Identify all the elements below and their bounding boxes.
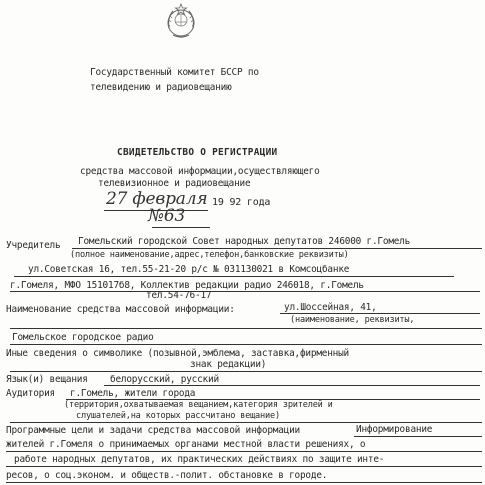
- founder-value: Гомельский городской Совет народных депутатов 246000 г.Гомель: [78, 236, 411, 247]
- goals-line-1-value: Информирование: [356, 424, 433, 435]
- goals-line-2: жителей г.Гомеля о принимаемых органами местной власти решениях, о: [6, 439, 366, 450]
- founder-line-2-underline: [14, 276, 454, 277]
- founder-hint: (полное наименование,адрес,телефон,банковские реквизиты): [70, 250, 349, 260]
- media-name-line-2: Гомельское городское радио: [12, 332, 154, 343]
- number-underline: [152, 227, 210, 228]
- title-sub-1: средства массовой информации,осуществляющего: [80, 166, 320, 177]
- audience-value: г.Гомель, жители города: [70, 388, 196, 399]
- founder-line-2: ул.Советская 16, тел.55-21-20 р/с № 031130021 в Комсоцбанке: [28, 264, 350, 275]
- goals-line-1-underline: [354, 436, 482, 437]
- state-emblem-icon: [161, 2, 201, 42]
- media-name-value: ул.Шоссейная, 41,: [284, 302, 377, 313]
- symbols-line-1: Иные сведения о символике (позывной,эмблема, заставка,фирменный: [6, 348, 349, 359]
- goals-line-3-underline: [6, 466, 482, 467]
- symbols-line-2: знак редакции): [190, 359, 267, 370]
- audience-separator: [10, 422, 482, 423]
- registration-number: №63: [148, 206, 186, 226]
- language-value: белорусский, русский: [110, 374, 219, 385]
- date-year: 19 92 года: [212, 197, 271, 208]
- founder-label: Учредитель: [6, 240, 61, 251]
- goals-line-2-underline: [6, 451, 482, 452]
- founder-underline: [72, 248, 482, 249]
- language-underline: [104, 385, 480, 386]
- title-sub-2: телевизионное и радиовещание: [98, 178, 251, 189]
- founder-line-4: тел.54-76-17: [146, 290, 212, 301]
- date-day-month: 27 февраля: [106, 189, 208, 209]
- media-name-underline: [280, 313, 480, 314]
- audience-label: Аудитория: [6, 388, 55, 399]
- org-line-2: телевидению и радиовещанию: [90, 82, 232, 93]
- certificate-title: СВИДЕТЕЛЬСТВО О РЕГИСТРАЦИИ: [117, 147, 278, 158]
- media-name-line-2-underline: [10, 344, 482, 345]
- goals-line-4: ресов, о соц.эконом. и обществ.-полит. обстановке в городе.: [6, 470, 328, 481]
- language-label: Язык(и) вещания: [6, 374, 88, 385]
- audience-hint-1: (территория,охватываемая вещанием,категория зрителей и: [64, 400, 333, 410]
- founder-line-3: г.Гомеля, МФО 151017б8, Коллектив редакции радио 246018, г.Гомель: [10, 280, 364, 291]
- media-name-separator: [10, 328, 482, 329]
- media-name-hint: (наименование, реквизиты,: [290, 315, 415, 325]
- audience-hint-2: слушателей,на которых рассчитано вещание): [76, 411, 280, 421]
- goals-line-4-underline: [6, 482, 482, 483]
- goals-line-3: работе народных депутатов, их практических действиях по защите инте-: [14, 454, 385, 465]
- org-line-1: Государственный комитет БССР по: [90, 67, 259, 78]
- symbols-underline: [10, 371, 482, 372]
- media-name-label: Наименование средства массовой информации:: [6, 304, 235, 315]
- founder-line-3-underline: [10, 291, 480, 292]
- goals-line-1: Программные цели и задачи средства массовой информации: [6, 425, 300, 436]
